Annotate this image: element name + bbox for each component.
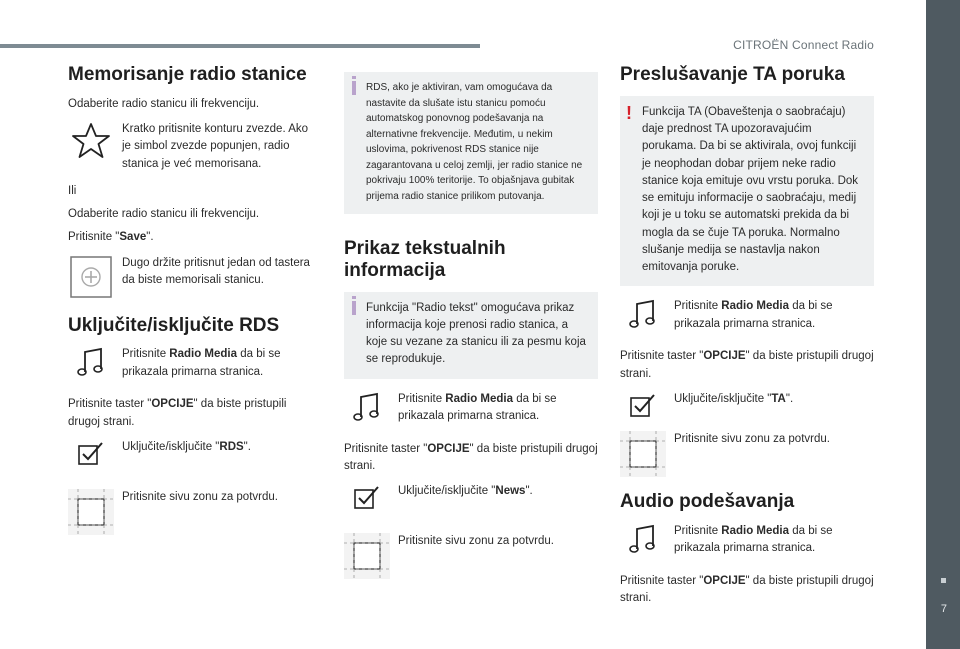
text: Pritisnite taster " [620, 574, 704, 587]
paragraph: Ili [68, 184, 77, 197]
text: ". [525, 485, 533, 498]
text: " da biste pristupili drugoj strani. [620, 350, 874, 380]
section-title-text-info: Prikaz tekstualnih informacija [344, 238, 506, 281]
text: ". [146, 231, 154, 244]
step-plus [68, 255, 316, 295]
text: Pritisnite taster " [344, 442, 428, 455]
text: Pritisnite [122, 348, 170, 361]
plus-box-icon [68, 255, 114, 299]
paragraph [344, 441, 598, 476]
bold-text: Radio Media [445, 392, 514, 405]
info-box-rds [344, 72, 598, 214]
bold-text: Radio Media [169, 348, 238, 361]
paragraph [68, 229, 316, 246]
step-text [674, 300, 833, 329]
music-note-icon [620, 523, 666, 567]
music-note-icon [344, 391, 390, 435]
step-toggle-news [344, 483, 598, 523]
checkbox-icon [620, 391, 666, 435]
step-confirm [344, 533, 598, 573]
info-text: RDS, ako je aktiviran, vam omogućava da nastavite da slušate istu stanicu pomoću automatskog ponovnog podešavanja na alternativne frekvencije. Međutim, u nekim uslovima, pokrivenost RDS stanice nije zagarantovana u celoj zemlji, jer radio stanice ne pokrivaju 100% teritorije. To objašnjava gubitak prijema radio stanice prilikom putovanja. [366, 82, 583, 202]
music-note-icon [620, 298, 666, 342]
text: Pritisnite " [68, 231, 120, 244]
text: Pritisnite taster " [620, 350, 704, 363]
bold-text: Radio Media [721, 524, 790, 537]
info-icon [352, 301, 356, 315]
column-3 [620, 64, 874, 613]
text: Pritisnite [674, 300, 722, 313]
paragraph: Odaberite radio stanicu ili frekvenciju. [68, 97, 260, 110]
text: Uključite/isključite " [674, 392, 772, 405]
bold-text: OPCIJE [703, 350, 746, 363]
page-marker [941, 578, 946, 583]
grey-zone-icon [68, 489, 114, 533]
text: da bi se prikazala primarna stranica. [122, 348, 281, 378]
text: ". [785, 392, 794, 405]
paragraph [620, 348, 874, 383]
warning-icon: ! [626, 102, 632, 123]
step-radio-media [620, 523, 874, 563]
step-radio-media [620, 298, 874, 338]
text: da bi se prikazala primarna stranica. [398, 392, 557, 422]
side-band [926, 0, 960, 649]
bold-text: TA [771, 392, 786, 405]
section-title-ta: Preslušavanje TA poruka [620, 64, 845, 85]
step-text [122, 348, 281, 377]
text: da bi se prikazala primarna stranica. [674, 300, 833, 330]
text: da bi se prikazala primarna stranica. [674, 524, 833, 554]
page-number: 7 [940, 603, 947, 615]
checkbox-icon [344, 483, 390, 527]
paragraph: Odaberite radio stanicu ili frekvenciju. [68, 208, 260, 221]
bold-text: News [495, 485, 526, 498]
step-text [122, 441, 251, 453]
text: " da biste pristupili drugoj strani. [344, 442, 598, 472]
step-radio-media [344, 391, 598, 431]
header-rule [0, 44, 480, 48]
step-text [674, 393, 793, 405]
step-text: Pritisnite sivu zonu za potvrdu. [398, 535, 554, 548]
step-text: Pritisnite sivu zonu za potvrdu. [122, 490, 278, 503]
step-confirm [68, 489, 316, 529]
paragraph [620, 573, 874, 608]
section-title-memorize: Memorisanje radio stanice [68, 64, 307, 85]
column-1 [68, 64, 316, 539]
grey-zone-icon [344, 533, 390, 577]
step-radio-media [68, 346, 316, 386]
text: Uključite/isključite " [398, 485, 496, 498]
section-title-rds: Uključite/isključite RDS [68, 314, 280, 336]
step-text [398, 485, 533, 497]
text: Uključite/isključite " [122, 440, 220, 453]
bold-text: OPCIJE [703, 574, 746, 587]
info-icon [352, 81, 356, 95]
text: " da biste pristupili drugoj strani. [68, 398, 287, 428]
info-text: Funkcija "Radio tekst" omogućava prikaz informacija koje prenosi radio stanica, a koje su vezane za stanicu ili za pesmu koja se reprodukuje. [366, 301, 586, 366]
text: Pritisnite [674, 524, 722, 537]
step-text [674, 525, 833, 554]
text: Pritisnite [398, 392, 446, 405]
text: " da biste pristupili drugoj strani. [620, 574, 874, 604]
bold-text: OPCIJE [427, 442, 470, 455]
step-confirm [620, 431, 874, 471]
text: Pritisnite taster " [68, 398, 152, 411]
step-star [68, 121, 316, 173]
text: ". [243, 440, 251, 453]
paragraph [68, 396, 316, 431]
info-box-radiotext [344, 292, 598, 379]
step-text [398, 393, 557, 422]
brand-title: CITROËN Connect Radio [733, 38, 874, 52]
column-2 [344, 72, 598, 583]
warning-text: Funkcija TA (Obaveštenja o saobraćaju) daje prednost TA upozoravajućim porukama. Da bi se aktivirala, ovoj funkciji je neophodan dobar prijem neke radio stanice koja emituje ovu vrstu poruka. Dok se emituju informacije o saobraćaju, medij koji je u toku se automatski prekida da bi mogla da se čuje TA poruka. Normalno slušanje medija se nastavlja nakon emitovanja poruke. [642, 105, 859, 274]
step-text: Dugo držite pritisnut jedan od tastera da biste memorisali stanicu. [122, 256, 310, 286]
bold-text: Save [119, 231, 147, 244]
star-outline-icon [68, 121, 114, 165]
bold-text: RDS [219, 440, 244, 453]
step-text: Kratko pritisnite konturu zvezde. Ako je simbol zvezde popunjen, radio stanica je već memorisana. [122, 123, 309, 170]
bold-text: OPCIJE [151, 398, 194, 411]
step-toggle-ta [620, 391, 874, 421]
grey-zone-icon [620, 431, 666, 475]
step-toggle-rds [68, 439, 316, 479]
checkbox-icon [68, 439, 114, 483]
step-text: Pritisnite sivu zonu za potvrdu. [674, 432, 830, 445]
warning-box-ta [620, 96, 874, 287]
section-title-audio: Audio podešavanja [620, 490, 795, 512]
music-note-icon [68, 346, 114, 390]
bold-text: Radio Media [721, 300, 790, 313]
